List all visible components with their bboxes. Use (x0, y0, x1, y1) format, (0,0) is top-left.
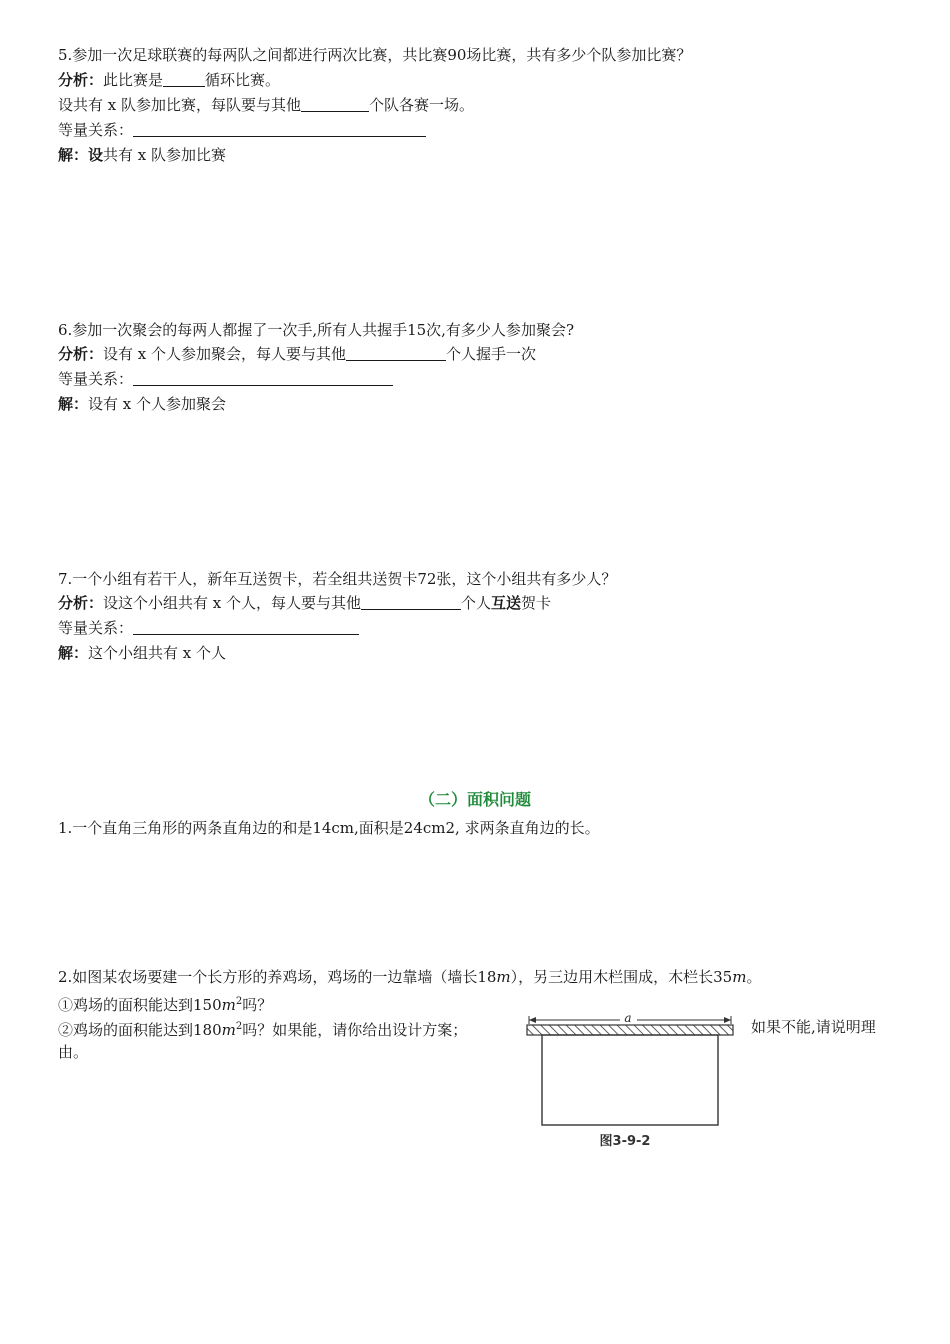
solution-text: 设有 x 个人参加聚会 (88, 395, 227, 413)
subquestion-text: ①鸡场的面积能达到150 (58, 996, 222, 1014)
q6-equation (58, 369, 393, 389)
chicken-farm-figure (525, 1010, 737, 1150)
unit: m (732, 968, 747, 986)
subquestion-continuation: 如果不能,请说明理 (751, 1018, 876, 1036)
solution-bold: 设 (88, 146, 104, 164)
superscript: 2 (235, 996, 243, 1007)
q5-analysis (58, 70, 280, 90)
setup-text: 个队各赛一场。 (369, 96, 475, 114)
answer-blank[interactable] (346, 345, 446, 361)
q7-solution (58, 643, 226, 663)
q5-question: 5.参加一次足球联赛的每两队之间都进行两次比赛，共比赛90场比赛，共有多少个队参加比赛？ (58, 46, 692, 64)
farm-rectangle (542, 1035, 718, 1125)
analysis-text: 个人 (461, 594, 492, 612)
equation-label: 等量关系： (58, 619, 134, 637)
solution-text: 共有 x 队参加比赛 (103, 146, 227, 164)
area-subquestion-2 (58, 1017, 467, 1040)
area-problem-1: 1.一个直角三角形的两条直角边的和是14cm,面积是24cm2, 求两条直角边的长。 (58, 819, 600, 837)
analysis-text: 设这个小组共有 x 个人，每人要与其他 (103, 594, 362, 612)
equation-blank[interactable] (133, 121, 426, 137)
analysis-text: 循环比赛。 (205, 71, 281, 89)
setup-text: 设共有 x 队参加比赛，每队要与其他 (58, 96, 301, 114)
equation-blank[interactable] (133, 370, 393, 386)
q6-question: 6.参加一次聚会的每两人都握了一次手,所有人共握手15次,有多少人参加聚会? (58, 321, 574, 339)
solution-label: 解： (58, 644, 89, 662)
problem-text: 2.如图某农场要建一个长方形的养鸡场，鸡场的一边靠墙（墙长18 (58, 968, 497, 986)
answer-blank[interactable] (163, 71, 205, 87)
q6-analysis (58, 344, 536, 364)
analysis-text: 此比赛是 (103, 71, 164, 89)
analysis-bold: 互送 (491, 594, 522, 612)
analysis-text: 个人握手一次 (446, 345, 537, 363)
figure-caption: 图3-9-2 (599, 1134, 651, 1149)
solution-label: 解： (58, 395, 89, 413)
superscript: 2 (235, 1021, 243, 1032)
answer-blank[interactable] (301, 96, 369, 112)
answer-blank[interactable] (361, 594, 461, 610)
equation-label: 等量关系： (58, 370, 134, 388)
farm-diagram (525, 1010, 737, 1128)
unit: m (221, 996, 236, 1014)
subquestion-text: 吗？ (242, 996, 273, 1014)
subquestion-tail: 由。 (58, 1043, 89, 1061)
analysis-text: 贺卡 (521, 594, 552, 612)
area-subquestion-1 (58, 992, 272, 1015)
unit: m (496, 968, 511, 986)
wall (527, 1025, 733, 1035)
subquestion-text: ②鸡场的面积能达到180 (58, 1021, 222, 1039)
q5-solution (58, 145, 226, 165)
problem-text: ），另三边用木栏围成，木栏长35 (510, 968, 733, 986)
q5-equation (58, 120, 426, 140)
subquestion-text: 吗？如果能，请你给出设计方案； (242, 1021, 468, 1039)
area-problem-2 (58, 967, 761, 987)
problem-text: 。 (746, 968, 762, 986)
section-title: （二）面积问题 (418, 790, 531, 809)
q7-analysis (58, 593, 551, 613)
analysis-label: 分析： (58, 594, 104, 612)
wall-label: a (624, 1011, 632, 1025)
analysis-label: 分析： (58, 71, 104, 89)
analysis-label: 分析： (58, 345, 104, 363)
equation-label: 等量关系： (58, 121, 134, 139)
solution-text: 这个小组共有 x 个人 (88, 644, 227, 662)
solution-label: 解： (58, 146, 89, 164)
q6-solution (58, 394, 226, 414)
analysis-text: 设有 x 个人参加聚会，每人要与其他 (103, 345, 347, 363)
q7-equation (58, 618, 359, 638)
unit: m (221, 1021, 236, 1039)
q5-setup (58, 95, 474, 115)
equation-blank[interactable] (133, 619, 359, 635)
q7-question: 7.一个小组有若干人，新年互送贺卡，若全组共送贺卡72张，这个小组共有多少人？ (58, 570, 617, 588)
